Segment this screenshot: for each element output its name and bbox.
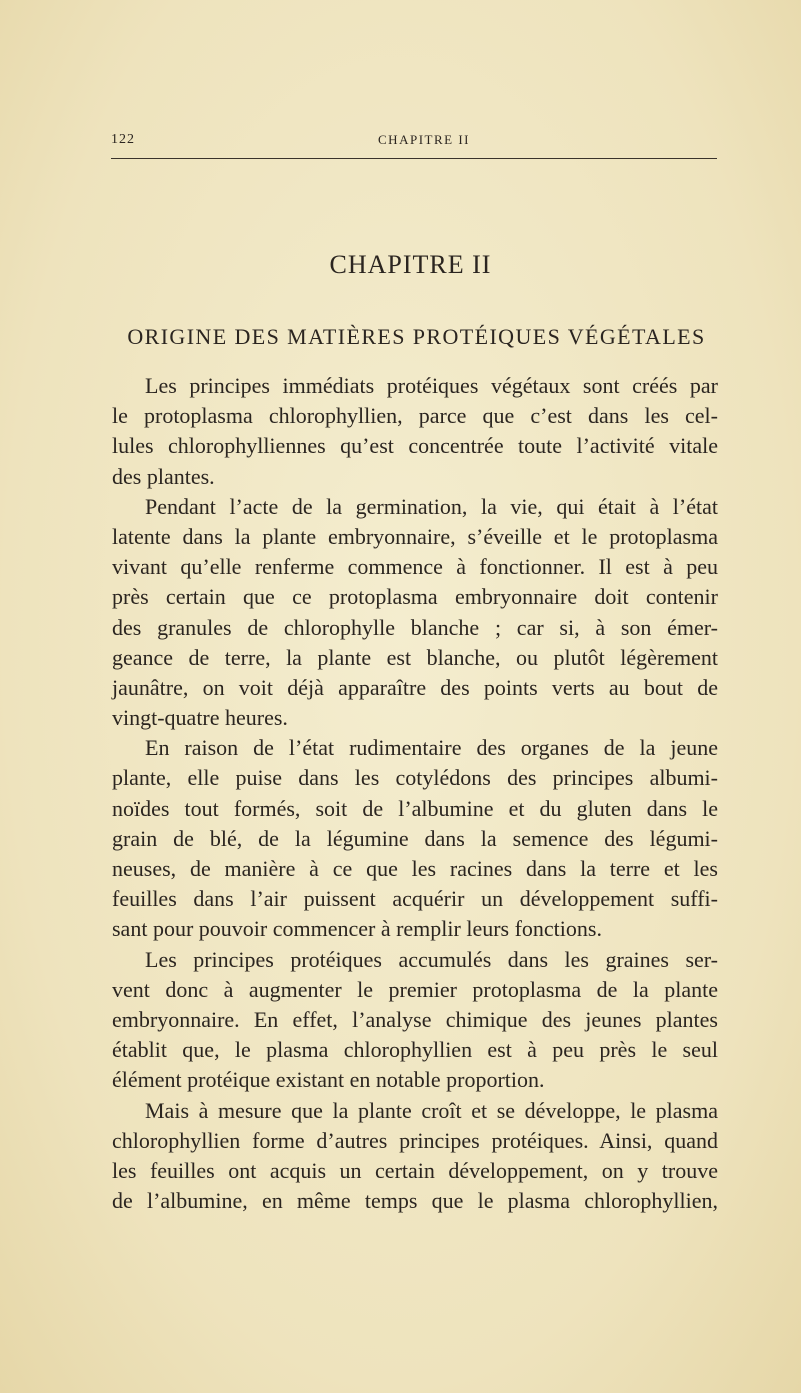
running-head (111, 132, 717, 160)
text-line: sant pour pouvoir commencer à remplir leurs fonctions. (112, 916, 602, 942)
text-line: neuses, de manière à ce que les racines dans la terre et les (112, 856, 718, 881)
text-line: jaunâtre, on voit déjà apparaître des points verts au bout de (112, 674, 718, 700)
text-line: noïdes tout formés, soit de l’albumine et du gluten dans le (112, 795, 718, 821)
text-line: élément protéique existant en notable proportion. (112, 1067, 545, 1093)
text-line: chlorophyllien forme d’autres principes protéiques. Ainsi, quand (112, 1127, 718, 1153)
text-line: le protoplasma chlorophyllien, parce que c’est dans les cel- (112, 403, 718, 429)
section-title: ORIGINE DES MATIÈRES PROTÉIQUES VÉGÉTALES (127, 324, 706, 349)
text-line: geance de terre, la plante est blanche, ou plutôt légèrement (112, 644, 718, 670)
chapter-heading: CHAPITRE II (329, 250, 492, 279)
running-title: CHAPITRE II (378, 132, 470, 147)
text-line: Les principes immédiats protéiques végétaux sont créés par (145, 373, 718, 398)
text-line: de l’albumine, en même temps que le plasma chlorophyllien, (112, 1188, 718, 1214)
text-line: des plantes. (112, 463, 215, 489)
text-line: lules chlorophylliennes qu’est concentrée toute l’activité vitale (112, 433, 718, 459)
text-line: feuilles dans l’air puissent acquérir un développement suffi- (112, 886, 718, 912)
text-line: latente dans la plante embryonnaire, s’éveille et le protoplasma (112, 523, 718, 549)
text-line: les feuilles ont acquis un certain développement, on y trouve (112, 1157, 718, 1183)
paragraph (112, 945, 718, 1096)
text-line: Les principes protéiques accumulés dans les graines ser- (145, 946, 718, 972)
page-number: 122 (111, 132, 135, 147)
text-line: embryonnaire. En effet, l’analyse chimique des jeunes plantes (112, 1006, 718, 1032)
text-line: établit que, le plasma chlorophyllien est à peu près le seul (112, 1037, 718, 1063)
text-line: vingt-quatre heures. (112, 705, 288, 731)
header-rule (111, 158, 717, 159)
paragraph (112, 371, 718, 492)
text-line: Pendant l’acte de la germination, la vie, qui était à l’état (145, 493, 718, 519)
text-line: Mais à mesure que la plante croît et se développe, le plasma (145, 1097, 718, 1123)
paragraph (112, 1096, 718, 1217)
paragraph (112, 733, 718, 944)
text-line: plante, elle puise dans les cotylédons des principes albumi- (112, 765, 718, 791)
paragraph (112, 492, 718, 734)
text-line: En raison de l’état rudimentaire des organes de la jeune (145, 735, 718, 761)
text-line: des granules de chlorophylle blanche ; car si, à son émer- (112, 614, 718, 640)
text-line: près certain que ce protoplasma embryonnaire doit contenir (112, 584, 718, 610)
text-line: vent donc à augmenter le premier protoplasma de la plante (112, 976, 718, 1002)
text-line: grain de blé, de la légumine dans la semence des légumi- (112, 825, 718, 851)
body-text (112, 371, 718, 1216)
text-line: vivant qu’elle renferme commence à fonctionner. Il est à peu (112, 554, 718, 580)
